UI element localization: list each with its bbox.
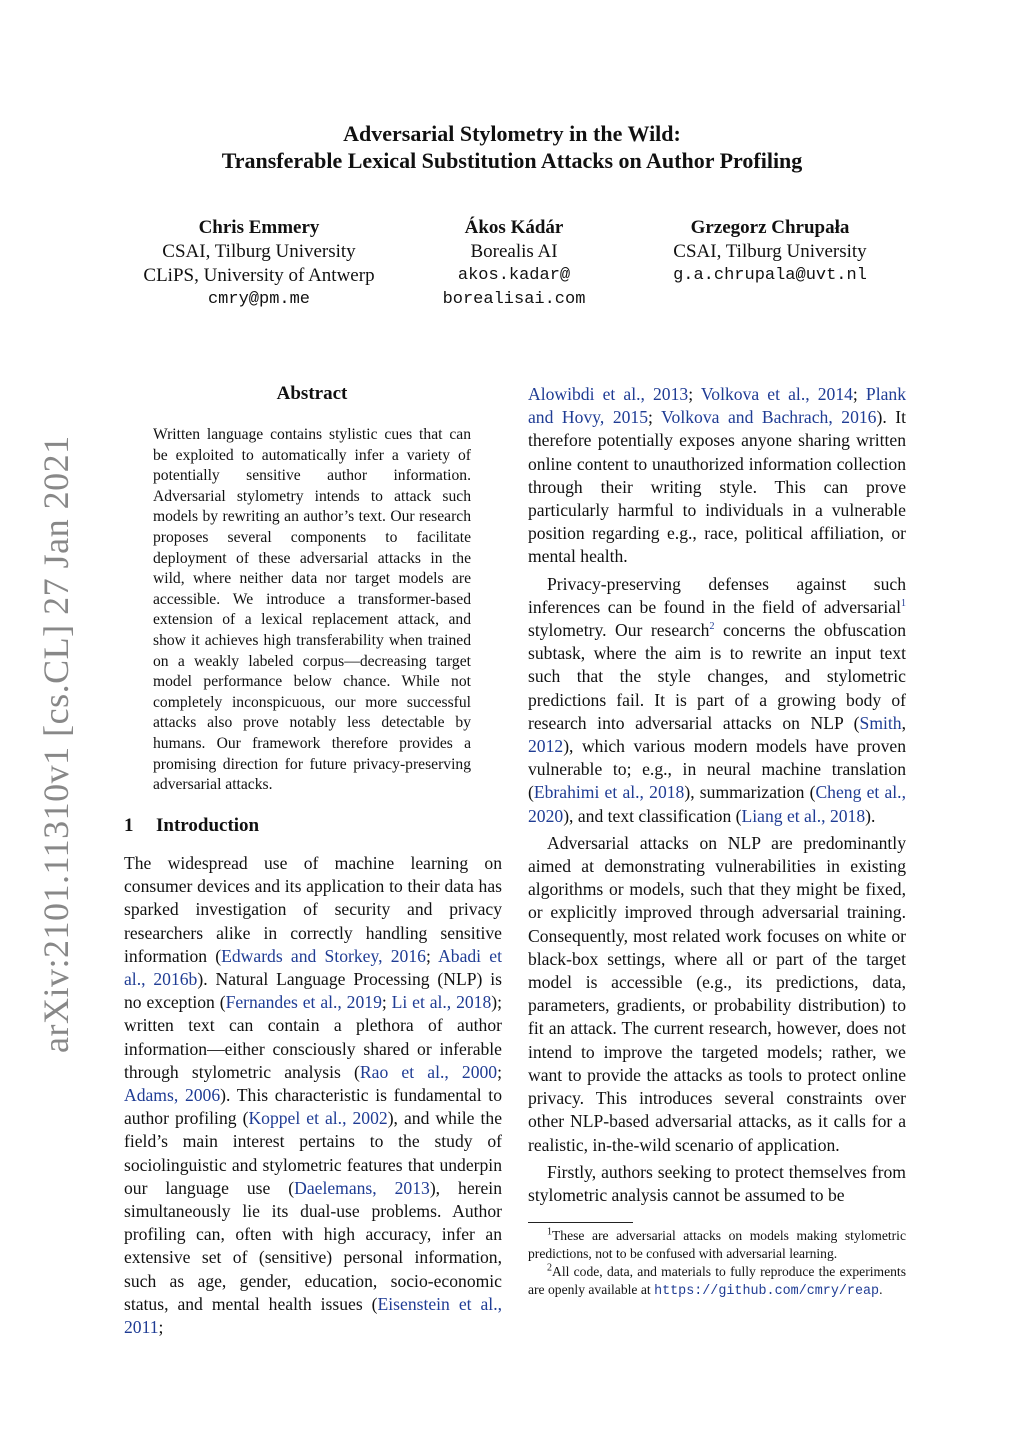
section-number: 1 <box>124 815 134 836</box>
citation-link[interactable]: Volkova and Bachrach, 2016 <box>661 407 877 428</box>
citation-link[interactable]: Ebrahimi et al., 2018 <box>533 782 685 803</box>
citation-link[interactable]: Plank and Hovy, 2015 <box>528 384 906 428</box>
citation-link[interactable]: Alowibdi et al., 2013 <box>528 384 689 404</box>
citation-link[interactable]: Li et al., 2018 <box>391 992 492 1013</box>
author-3 <box>640 216 900 288</box>
citation-link[interactable]: Smith <box>859 712 902 733</box>
text-run: ), and text classification ( <box>563 805 742 826</box>
text-run: ), which various modern models have proven vulnerable to; e.g., in neural machine translation ( <box>528 736 906 803</box>
text-run: ). It therefore potentially exposes anyone sharing written online content to unauthorized information collection through their writing style. This can prove particularly harmful to individuals in a vulnerable position regarding e.g., race, political affiliation, or mental health. <box>528 407 907 567</box>
left-column <box>124 852 502 1343</box>
text-run: , <box>901 712 906 733</box>
text-run: ). <box>865 805 876 826</box>
author-name: Grzegorz Chrupała <box>690 217 850 238</box>
author-affiliation: CSAI, Tilburg University <box>673 241 867 262</box>
citation-link[interactable]: Rao et al., 2000 <box>359 1061 498 1082</box>
author-1 <box>134 216 384 312</box>
footnotes <box>528 1227 906 1301</box>
author-name: Ákos Kádár <box>464 217 564 238</box>
footnote-1 <box>528 1227 906 1263</box>
arxiv-id: arXiv:2101.11310v1 [cs.CL] 27 Jan 2021 <box>36 435 76 1053</box>
text-run: ; <box>852 384 866 404</box>
section-title: Introduction <box>156 815 260 836</box>
footnote-number: 2 <box>547 1262 552 1274</box>
text-run: stylometry. Our research <box>528 620 710 641</box>
author-affiliation: CLiPS, University of Antwerp <box>143 265 375 286</box>
citation-link[interactable]: Koppel et al., 2002 <box>248 1108 388 1129</box>
footnote-2 <box>528 1263 906 1301</box>
text-run: The widespread use of machine learning on consumer devices and its application to their data has sparked investigation of security and privacy researchers alike in correctly handling sensitive information ( <box>124 853 502 966</box>
citation-link[interactable]: Liang et al., 2018 <box>741 805 866 826</box>
text-run: ; <box>425 945 439 966</box>
citation-link[interactable]: Volkova et al., 2014 <box>700 384 853 404</box>
text-run: ). Natural Language Processing (NLP) is no exception ( <box>124 969 502 1013</box>
citation-link[interactable]: Daelemans, 2013 <box>294 1177 430 1198</box>
citation-link[interactable]: 2012 <box>528 736 564 757</box>
paragraph <box>528 383 906 569</box>
footnote-text: All code, data, and materials to fully reproduce the experiments are openly available at <box>528 1264 906 1297</box>
footnote-number: 1 <box>547 1226 552 1238</box>
text-run: ), summarization ( <box>684 782 816 803</box>
author-email: akos.kadar@ <box>457 266 571 285</box>
paragraph: Adversarial attacks on NLP are predominantly aimed at demonstrating vulnerabilities in existing algorithms or models, such that they might be fixed, or explicitly improved through adversarial training. Consequently, most related work focuses on white or black-box settings, where all or part of the target model is accessible (e.g., its predictions, data, parameters, gradients, or probability distribution) to fit an attack. The current research, however, does not intend to improve the targeted models; rather, we want to provide the attacks as tools to protect online privacy. This introduces several constraints over other NLP-based adversarial attacks, as it calls for a realistic, in-the-wild scenario of application. <box>528 832 906 1155</box>
author-affiliation: CSAI, Tilburg University <box>162 241 356 262</box>
title-line-1: Adversarial Stylometry in the Wild: <box>343 121 681 146</box>
text-run: concerns the obfuscation subtask, where the aim is to rewrite an input text such that the style changes, and stylometric predictions fail. It is part of a growing body of research into adversarial attacks on NLP ( <box>528 620 907 733</box>
title-line-2: Transferable Lexical Substitution Attacks on Author Profiling <box>221 148 803 173</box>
text-run: ; <box>381 992 392 1013</box>
text-run: ), and while the field’s main interest pertains to the study of sociolinguistic and stylometric features that underpin our language use ( <box>124 1108 503 1198</box>
text-run: ; <box>648 407 662 428</box>
author-affiliation: Borealis AI <box>470 241 558 262</box>
citation-link[interactable]: Edwards and Storkey, 2016 <box>221 945 426 966</box>
author-email: g.a.chrupala@uvt.nl <box>673 266 867 285</box>
text-run: ; <box>497 1061 502 1082</box>
text-run: ; <box>688 384 701 404</box>
paper-title <box>0 120 1024 174</box>
footnote-marker[interactable]: 1 <box>901 597 906 609</box>
text-run: ; <box>158 1317 164 1338</box>
citation-link[interactable]: Fernandes et al., 2019 <box>225 992 382 1013</box>
author-email: cmry@pm.me <box>207 290 311 309</box>
footnote-text: These are adversarial attacks on models making stylometric predictions, not to be confused with adversarial learning. <box>528 1228 906 1261</box>
citation-link[interactable]: Cheng et al., 2020 <box>528 782 906 826</box>
section-heading <box>124 815 259 837</box>
footnote-text: . <box>879 1282 883 1297</box>
author-email: borealisai.com <box>442 290 586 309</box>
abstract-text: Written language contains stylistic cues that can be exploited to automatically infer a variety of potentially sensitive author information. Adversarial stylometry intends to attack such models by rewriting an author’s text. Our research proposes several components to facilitate deployment of these adversarial attacks in the wild, where neither data nor target models are accessible. We introduce a transformer-based extension of a lexical replacement attack, and show it achieves high transferability when trained on a weakly labeled corpus—decreasing target model performance below chance. While not completely inconspicuous, our more successful attacks also prove notably less detectable by humans. Our framework therefore provides a promising direction for future privacy-preserving adversarial attacks. <box>153 426 471 794</box>
right-column <box>528 383 906 1211</box>
citation-link[interactable]: Adams, 2006 <box>124 1085 221 1106</box>
abstract-heading: Abstract <box>276 383 348 404</box>
paragraph <box>124 852 502 1339</box>
paragraph: Firstly, authors seeking to protect themselves from stylometric analysis cannot be assumed to be <box>528 1161 906 1205</box>
footnote-marker[interactable]: 2 <box>709 621 715 633</box>
text-run: Privacy-preserving defenses against such inferences can be found in the field of adversarial <box>528 573 906 617</box>
repo-link[interactable]: https://github.com/cmry/reap <box>654 1284 880 1299</box>
footnote-rule <box>528 1222 633 1223</box>
paragraph <box>528 573 906 828</box>
text-run: ). This characteristic is fundamental to author profiling ( <box>124 1085 502 1129</box>
citation-link[interactable]: Eisenstein et al., 2011 <box>124 1293 502 1338</box>
text-run: ); written text can contain a plethora of author information—either consciously shared or inferable through stylometric analysis ( <box>124 992 503 1082</box>
author-name: Chris Emmery <box>198 217 320 238</box>
author-2 <box>414 216 614 312</box>
citation-link[interactable]: Abadi et al., 2016b <box>124 945 502 990</box>
text-run: ), herein simultaneously lie its dual-use problems. Author profiling can, often with high accuracy, infer an extensive set of (sensitive) personal information, such as age, gender, education, socio-economic status, and mental health issues ( <box>124 1177 502 1314</box>
